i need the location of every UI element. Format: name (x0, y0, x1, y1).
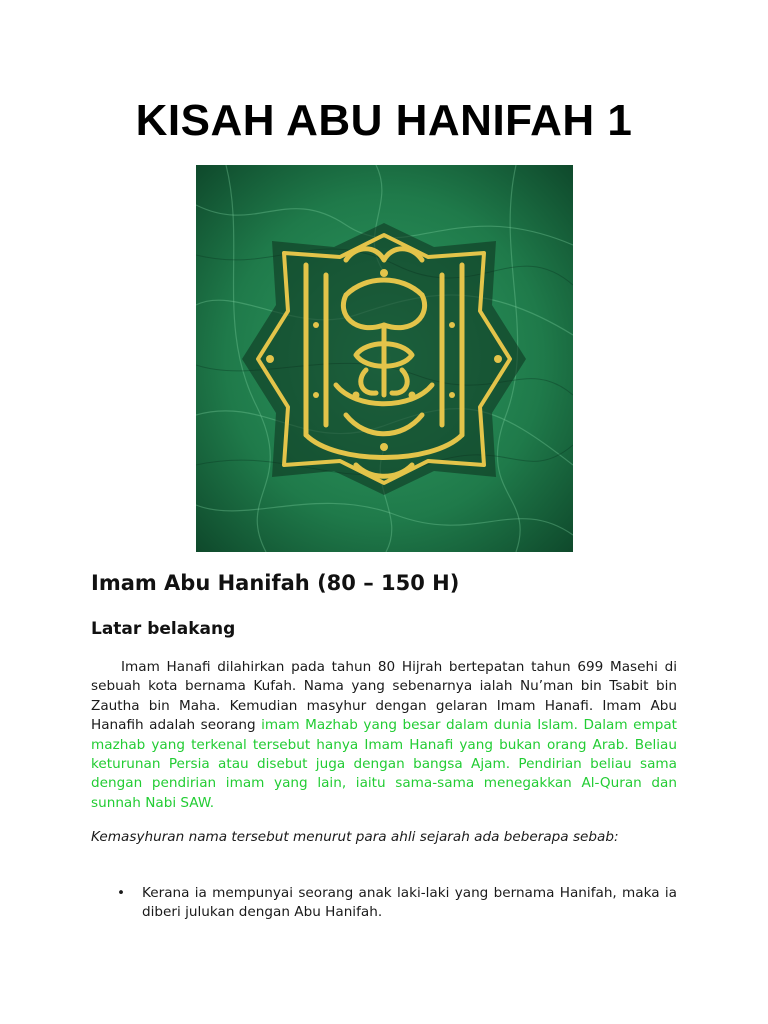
section-heading-main: Imam Abu Hanifah (80 – 150 H) (91, 571, 460, 595)
section-heading-sub: Latar belakang (91, 619, 236, 639)
list-item (91, 884, 677, 923)
bullet-marker: • (117, 885, 126, 901)
reasons-list (91, 884, 677, 923)
list-item-text: Kerana ia mempunyai seorang anak laki-laki yang bernama Hanifah, maka ia diberi julukan dengan Abu Hanifah. (142, 885, 677, 921)
paragraph-reasons-intro: Kemasyhuran nama tersebut menurut para ahli sejarah ada beberapa sebab: (91, 829, 619, 845)
paragraph-background (91, 658, 677, 813)
paragraph-background-text: Imam Hanafi dilahirkan pada tahun 80 Hijrah bertepatan tahun 699 Masehi di sebuah kota bernama Kufah. Nama yang sebenarnya ialah Nu’man bin Tsabit bin Zautha bin Maha. Kemudian masyhur dengan gelaran Imam Hanafi. Imam Abu Hanafih adalah seorang (91, 659, 677, 734)
document-title: KISAH ABU HANIFAH 1 (135, 96, 633, 145)
arabic-calligraphy-emblem-icon (196, 165, 573, 552)
paragraph-background-highlight: imam Mazhab yang besar dalam dunia Islam. Dalam empat mazhab yang terkenal tersebut hanya Imam Hanafi yang bukan orang Arab. Beliau keturunan Persia atau disebut juga dengan bangsa Ajam. Pendirian beliau sama dengan pendirian imam yang lain, iaitu sama-sama menegakkan Al-Quran dan sunnah Nabi SAW. (91, 717, 678, 811)
